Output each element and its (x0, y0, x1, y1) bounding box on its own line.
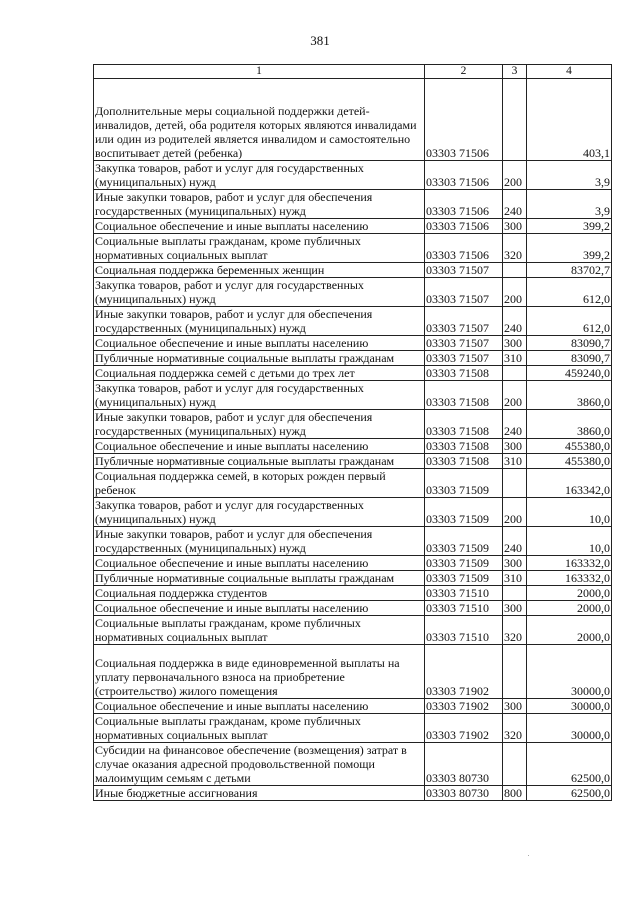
table-row (94, 336, 612, 351)
row-name: Социальные выплаты гражданам, кроме публичных нормативных социальных выплат (94, 714, 425, 743)
table-row (94, 586, 612, 601)
row-amount: 2000,0 (527, 586, 612, 601)
row-name: Социальное обеспечение и иные выплаты населению (94, 336, 425, 351)
row-type: 310 (503, 571, 527, 586)
header-col-3: 3 (503, 65, 527, 79)
row-code: 03303 71509 (425, 498, 503, 527)
row-type: 200 (503, 381, 527, 410)
table-row (94, 616, 612, 645)
row-code: 03303 71509 (425, 556, 503, 571)
table-row (94, 161, 612, 190)
row-code: 03303 71508 (425, 366, 503, 381)
row-code: 03303 71507 (425, 263, 503, 278)
row-name: Иные закупки товаров, работ и услуг для обеспечения государственных (муниципальных) нужд (94, 190, 425, 219)
row-type (503, 586, 527, 601)
row-type: 320 (503, 616, 527, 645)
table-row (94, 381, 612, 410)
row-name: Социальная поддержка беременных женщин (94, 263, 425, 278)
row-code: 03303 71509 (425, 469, 503, 498)
row-code: 03303 71507 (425, 278, 503, 307)
scan-speck (528, 855, 529, 856)
row-name: Социальное обеспечение и иные выплаты населению (94, 699, 425, 714)
row-name: Иные закупки товаров, работ и услуг для обеспечения государственных (муниципальных) нужд (94, 307, 425, 336)
row-amount: 62500,0 (527, 743, 612, 786)
row-type (503, 366, 527, 381)
row-code: 03303 80730 (425, 786, 503, 801)
row-code: 03303 71509 (425, 527, 503, 556)
row-code: 03303 71507 (425, 307, 503, 336)
row-name: Социальное обеспечение и иные выплаты населению (94, 556, 425, 571)
row-type: 300 (503, 439, 527, 454)
table-row (94, 219, 612, 234)
table-row (94, 527, 612, 556)
row-code: 03303 71508 (425, 381, 503, 410)
table-row (94, 498, 612, 527)
table-row (94, 714, 612, 743)
row-name: Публичные нормативные социальные выплаты гражданам (94, 571, 425, 586)
row-name: Закупка товаров, работ и услуг для государственных (муниципальных) нужд (94, 278, 425, 307)
row-amount: 83702,7 (527, 263, 612, 278)
row-code: 03303 71510 (425, 601, 503, 616)
table-row (94, 366, 612, 381)
row-type: 300 (503, 601, 527, 616)
row-amount: 10,0 (527, 527, 612, 556)
table-row (94, 278, 612, 307)
row-type: 320 (503, 234, 527, 263)
row-name: Социальная поддержка семей, в которых рожден первый ребенок (94, 469, 425, 498)
row-type: 310 (503, 351, 527, 366)
table-row (94, 234, 612, 263)
row-type: 240 (503, 410, 527, 439)
row-amount: 83090,7 (527, 336, 612, 351)
row-name: Иные бюджетные ассигнования (94, 786, 425, 801)
row-name: Закупка товаров, работ и услуг для государственных (муниципальных) нужд (94, 161, 425, 190)
row-type: 200 (503, 161, 527, 190)
header-col-2: 2 (425, 65, 503, 79)
page-number: 381 (310, 33, 330, 48)
row-name: Социальная поддержка семей с детьми до трех лет (94, 366, 425, 381)
row-type: 240 (503, 527, 527, 556)
header-col-1: 1 (94, 65, 425, 79)
row-code: 03303 80730 (425, 743, 503, 786)
row-code: 03303 71506 (425, 190, 503, 219)
table-header-row (94, 65, 612, 79)
table-row (94, 645, 612, 699)
row-amount: 399,2 (527, 234, 612, 263)
row-amount: 163332,0 (527, 556, 612, 571)
row-name: Публичные нормативные социальные выплаты гражданам (94, 454, 425, 469)
row-amount: 2000,0 (527, 601, 612, 616)
row-type: 300 (503, 699, 527, 714)
row-type (503, 743, 527, 786)
row-amount: 459240,0 (527, 366, 612, 381)
row-name: Социальное обеспечение и иные выплаты населению (94, 439, 425, 454)
row-name: Социальная поддержка студентов (94, 586, 425, 601)
row-name: Социальные выплаты гражданам, кроме публичных нормативных социальных выплат (94, 234, 425, 263)
row-code: 03303 71902 (425, 714, 503, 743)
row-type (503, 79, 527, 161)
row-name: Социальное обеспечение и иные выплаты населению (94, 219, 425, 234)
row-name: Закупка товаров, работ и услуг для государственных (муниципальных) нужд (94, 498, 425, 527)
row-name: Закупка товаров, работ и услуг для государственных (муниципальных) нужд (94, 381, 425, 410)
row-type: 200 (503, 498, 527, 527)
row-type: 320 (503, 714, 527, 743)
row-name: Социальное обеспечение и иные выплаты населению (94, 601, 425, 616)
row-code: 03303 71507 (425, 336, 503, 351)
row-amount: 62500,0 (527, 786, 612, 801)
row-name: Субсидии на финансовое обеспечение (возмещения) затрат в случае оказания адресной продовольственной помощи малоимущим семьям с детьми (94, 743, 425, 786)
row-code: 03303 71507 (425, 351, 503, 366)
row-code: 03303 71506 (425, 219, 503, 234)
table-row (94, 469, 612, 498)
row-name: Социальная поддержка в виде единовременной выплаты на уплату первоначального взноса на приобретение (строительство) жилого помещения (94, 645, 425, 699)
row-amount: 163342,0 (527, 469, 612, 498)
row-amount: 3,9 (527, 161, 612, 190)
row-amount: 403,1 (527, 79, 612, 161)
table-row (94, 410, 612, 439)
table-row (94, 571, 612, 586)
row-type: 300 (503, 336, 527, 351)
row-amount: 30000,0 (527, 714, 612, 743)
table-row (94, 307, 612, 336)
row-code: 03303 71509 (425, 571, 503, 586)
row-type: 300 (503, 556, 527, 571)
row-amount: 163332,0 (527, 571, 612, 586)
row-amount: 612,0 (527, 307, 612, 336)
row-type (503, 263, 527, 278)
row-amount: 2000,0 (527, 616, 612, 645)
row-amount: 455380,0 (527, 454, 612, 469)
table-row (94, 454, 612, 469)
row-amount: 3860,0 (527, 410, 612, 439)
row-amount: 10,0 (527, 498, 612, 527)
table-row (94, 439, 612, 454)
row-amount: 3860,0 (527, 381, 612, 410)
row-code: 03303 71506 (425, 161, 503, 190)
table-row (94, 263, 612, 278)
row-amount: 30000,0 (527, 699, 612, 714)
row-amount: 455380,0 (527, 439, 612, 454)
row-name: Дополнительные меры социальной поддержки детей-инвалидов, детей, оба родителя которых являются инвалидами или один из родителей является инвалидом и самостоятельно воспитывает детей (ребенка) (94, 79, 425, 161)
row-type: 240 (503, 307, 527, 336)
row-code: 03303 71902 (425, 645, 503, 699)
table-row (94, 190, 612, 219)
row-amount: 30000,0 (527, 645, 612, 699)
header-col-4: 4 (527, 65, 612, 79)
row-code: 03303 71902 (425, 699, 503, 714)
table-row (94, 79, 612, 161)
row-code: 03303 71510 (425, 586, 503, 601)
table-row (94, 351, 612, 366)
row-code: 03303 71508 (425, 454, 503, 469)
row-code: 03303 71506 (425, 79, 503, 161)
row-amount: 612,0 (527, 278, 612, 307)
row-type: 240 (503, 190, 527, 219)
row-code: 03303 71506 (425, 234, 503, 263)
row-name: Публичные нормативные социальные выплаты гражданам (94, 351, 425, 366)
table-row (94, 786, 612, 801)
row-code: 03303 71508 (425, 439, 503, 454)
row-name: Иные закупки товаров, работ и услуг для обеспечения государственных (муниципальных) нужд (94, 410, 425, 439)
table-row (94, 743, 612, 786)
row-type: 300 (503, 219, 527, 234)
table-row (94, 699, 612, 714)
table-row (94, 556, 612, 571)
row-amount: 3,9 (527, 190, 612, 219)
row-name: Социальные выплаты гражданам, кроме публичных нормативных социальных выплат (94, 616, 425, 645)
row-code: 03303 71510 (425, 616, 503, 645)
row-code: 03303 71508 (425, 410, 503, 439)
row-type: 310 (503, 454, 527, 469)
row-amount: 83090,7 (527, 351, 612, 366)
row-name: Иные закупки товаров, работ и услуг для обеспечения государственных (муниципальных) нужд (94, 527, 425, 556)
row-type (503, 469, 527, 498)
row-type (503, 645, 527, 699)
row-amount: 399,2 (527, 219, 612, 234)
table-row (94, 601, 612, 616)
row-type: 800 (503, 786, 527, 801)
row-type: 200 (503, 278, 527, 307)
budget-table (93, 64, 612, 801)
